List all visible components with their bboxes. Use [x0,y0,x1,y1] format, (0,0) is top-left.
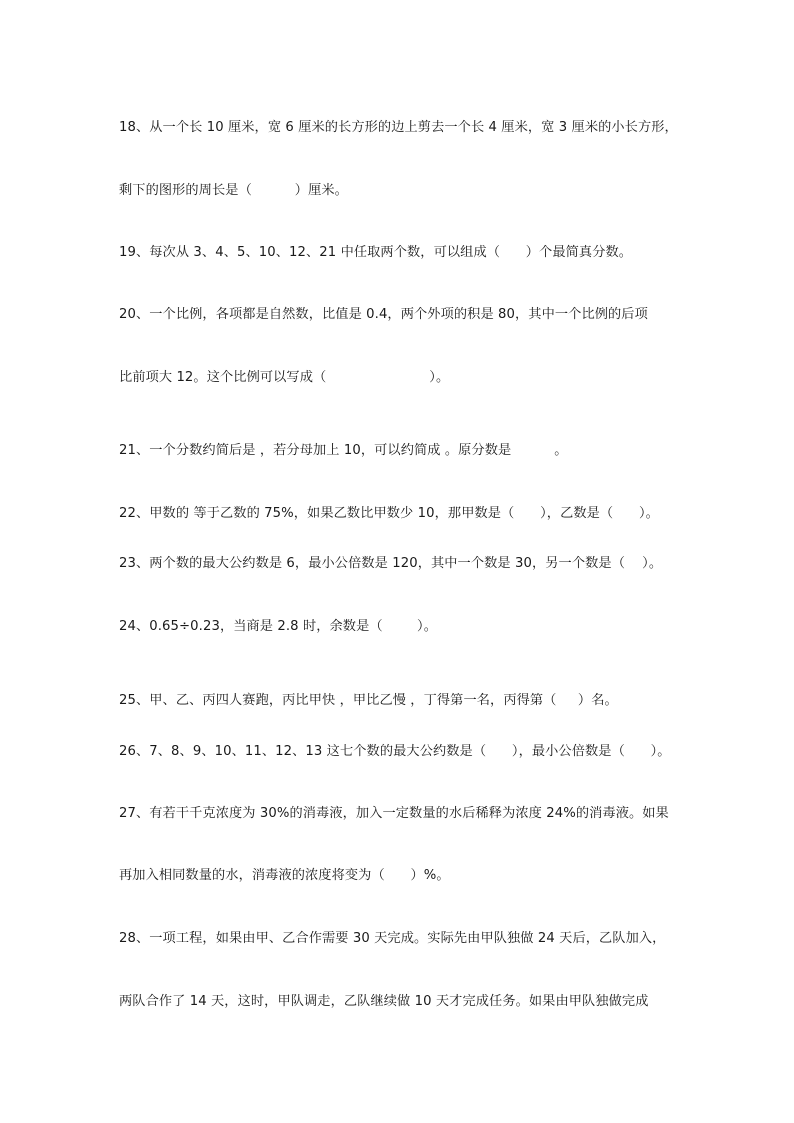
q21-line: 21、一个分数约简后是 ，若分母加上 10，可以约简成 。原分数是 。 [119,443,568,458]
q28-line-1: 28、一项工程，如果由甲、乙合作需要 30 天完成。实际先由甲队独做 24 天后，乙队加入， [119,931,666,946]
q18-line-2: 剩下的图形的周长是（ ）厘米。 [119,183,348,198]
q18-line-1: 18、从一个长 10 厘米，宽 6 厘米的长方形的边上剪去一个长 4 厘米，宽 3 厘米的小长方形， [119,120,678,135]
q23-line: 23、两个数的最大公约数是 6，最小公倍数是 120，其中一个数是 30，另一个数是（ ）。 [119,556,663,571]
q27-line-1: 27、有若干千克浓度为 30%的消毒液，加入一定数量的水后稀释为浓度 24%的消毒液。如果 [119,806,669,821]
q27-line-2: 再加入相同数量的水，消毒液的浓度将变为（ ）%。 [119,868,450,883]
q19-line: 19、每次从 3、4、5、10、12、21 中任取两个数，可以组成（ ）个最简真分数。 [119,245,633,260]
q20-line-2: 比前项大 12。这个比例可以写成（ ）。 [119,370,450,385]
q22-line: 22、甲数的 等于乙数的 75%，如果乙数比甲数少 10，那甲数是（ ），乙数是（ ）。 [119,506,659,521]
q28-line-2: 两队合作了 14 天，这时，甲队调走，乙队继续做 10 天才完成任务。如果由甲队独做完成 [119,994,649,1009]
q25-line: 25、甲、乙、丙四人赛跑，丙比甲快 ，甲比乙慢 ，丁得第一名，丙得第（ ）名。 [119,693,618,708]
q26-line: 26、7、8、9、10、11、12、13 这七个数的最大公约数是（ ），最小公倍数是（ ）。 [119,744,671,759]
q20-line-1: 20、一个比例，各项都是自然数，比值是 0.4，两个外项的积是 80，其中一个比例的后项 [119,307,648,322]
q24-line: 24、0.65÷0.23，当商是 2.8 时，余数是（ ）。 [119,619,437,634]
